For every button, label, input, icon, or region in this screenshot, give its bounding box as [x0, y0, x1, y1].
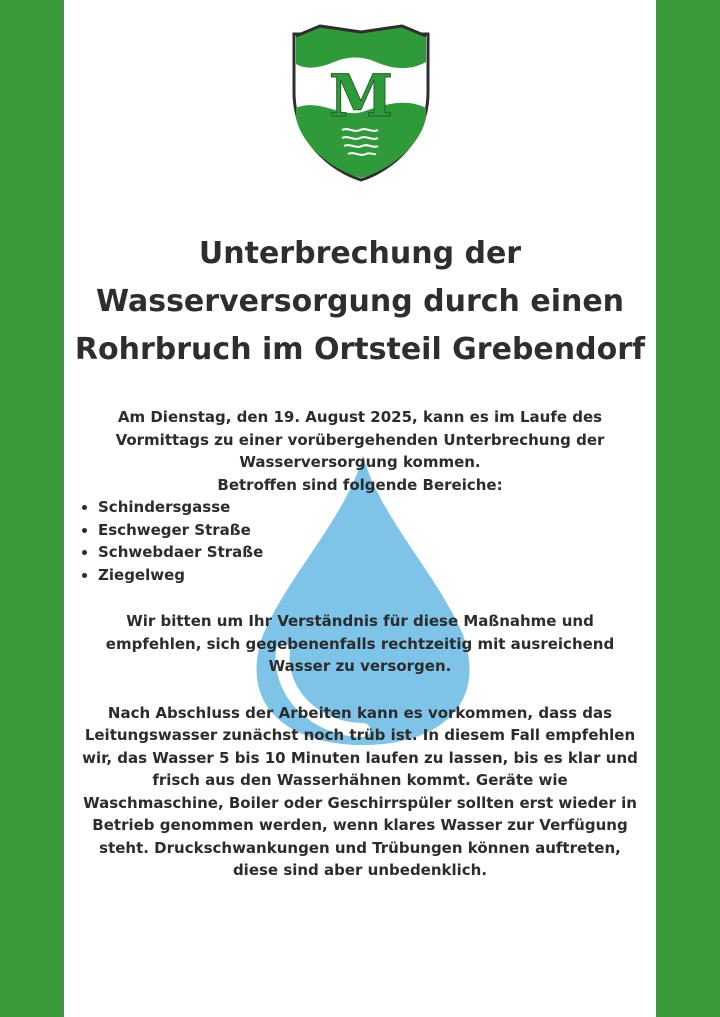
- list-item: • Eschweger Straße: [98, 519, 646, 542]
- crest-letter: M: [328, 62, 394, 130]
- intro-line: Am Dienstag, den 19. August 2025, kann es im Laufe des: [117, 408, 603, 426]
- after-line: Waschmaschine, Boiler oder Geschirrspüler sollten erst wieder in: [83, 793, 637, 812]
- after-line: frisch aus den Wasserhähnen kommt. Geräte wie: [152, 771, 568, 789]
- after-line: Nach Abschluss der Arbeiten kann es vorkommen, dass das: [107, 703, 613, 722]
- after-line: steht. Druckschwankungen und Trübungen können auftreten,: [99, 838, 621, 857]
- title-line: Rohrbruch im Ortsteil Grebendorf: [74, 332, 646, 367]
- left-green-border: [0, 0, 64, 1017]
- after-line: Leitungswasser zunächst noch trüb ist. In diesem Fall empfehlen: [84, 726, 636, 744]
- areas-heading: Betroffen sind folgende Bereiche:: [217, 475, 503, 494]
- notice-body: [74, 406, 646, 882]
- request-line: empfehlen, sich gegebenenfalls rechtzeitig mit ausreichend: [105, 634, 615, 653]
- request-line: Wasser zu versorgen.: [268, 657, 452, 675]
- request-line: Wir bitten um Ihr Verständnis für diese Maßnahme und: [126, 612, 594, 630]
- after-line: diese sind aber unbedenklich.: [232, 861, 488, 879]
- affected-areas-list: [74, 496, 646, 586]
- after-work-paragraph: [74, 702, 646, 882]
- title-line: Unterbrechung der: [198, 236, 522, 271]
- list-item: • Schindersgasse: [98, 496, 646, 519]
- list-item: • Ziegelweg: [98, 564, 646, 587]
- title-line: Wasserversorgung durch einen: [95, 284, 625, 319]
- request-paragraph: [74, 610, 646, 678]
- intro-line: Wasserversorgung kommen.: [239, 453, 481, 471]
- after-line: Betrieb genommen werden, wenn klares Wasser zur Verfügung: [92, 816, 628, 834]
- intro-line: Vormittags zu einer vorübergehenden Unterbrechung der: [115, 430, 605, 449]
- list-item: • Schwebdaer Straße: [98, 541, 646, 564]
- intro-paragraph: [74, 406, 646, 496]
- page-title: [64, 230, 656, 374]
- after-line: wir, das Wasser 5 bis 10 Minuten laufen zu lassen, bis es klar und: [82, 748, 638, 767]
- right-green-border: [656, 0, 720, 1017]
- coat-of-arms-icon: [290, 22, 432, 182]
